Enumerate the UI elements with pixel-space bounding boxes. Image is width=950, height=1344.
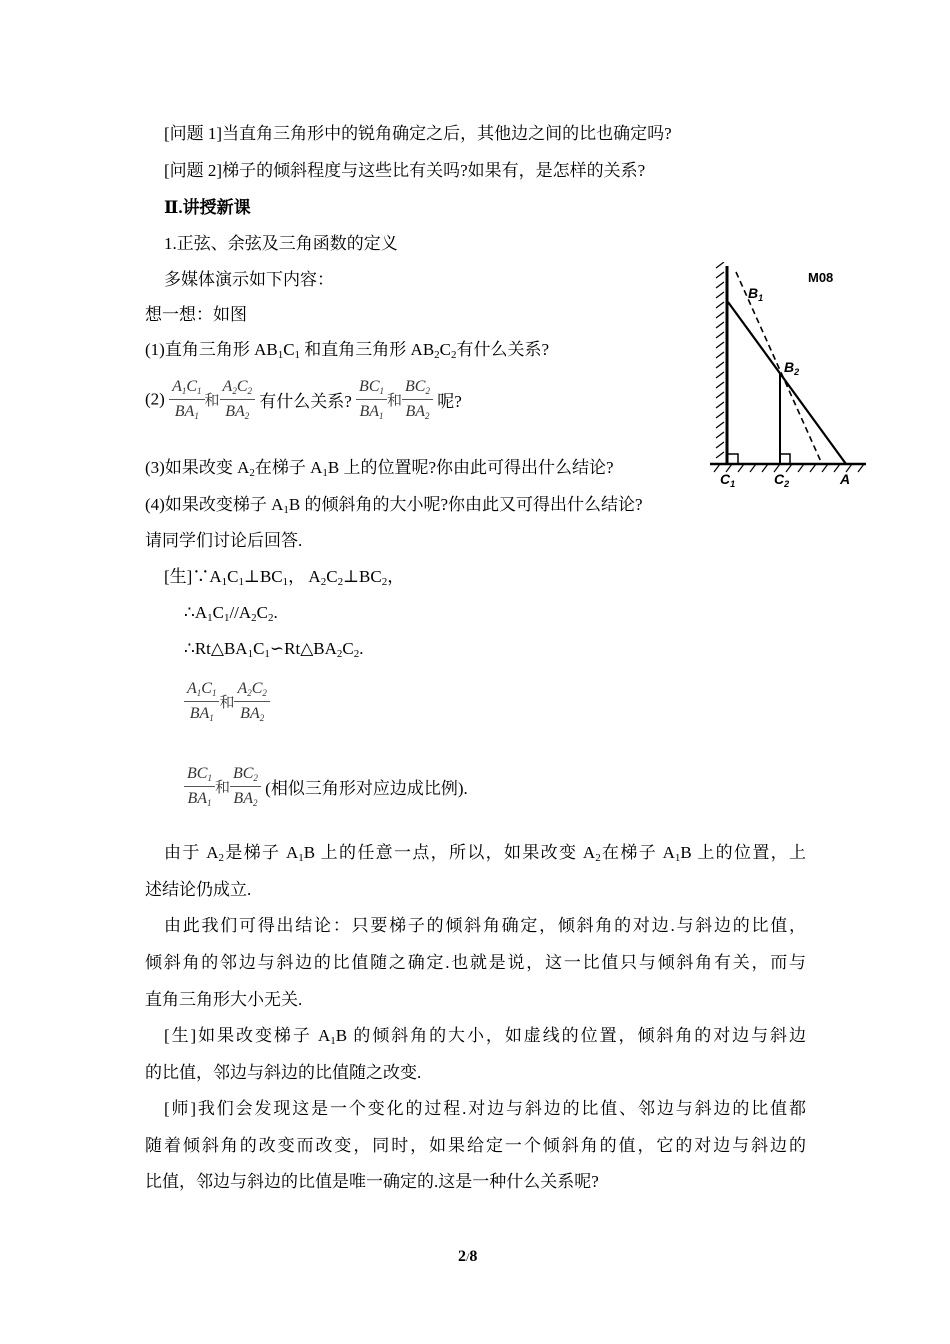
para2-line3: 直角三角形大小无关.	[145, 990, 303, 1009]
figure-tag: M08	[808, 270, 834, 285]
para4-line1: [师]我们会发现这是一个变化的过程.对边与斜边的比值、邻边与斜边的比值都	[164, 1099, 806, 1118]
student-answer-perpendicular: [生]$\because A_1C_1\perp BC_1$， $A_2C_2\perp BC_2$，	[164, 567, 405, 588]
label-c1: $C_1$	[720, 471, 736, 489]
wall-hatching	[716, 262, 724, 458]
item-2: (2) $\frac{A_1C_1}{BA_1}$ 和 $\frac{A_2C_2}{BA_2}$ 有什么关系? $\frac{BC_1}{BA_1}$ 和 $\frac{BC_2}{BA_2}$ 呢?	[145, 378, 462, 421]
fraction-a1c1-ba1-b: $\frac{A_1C_1}{BA_1}$	[184, 680, 219, 723]
subsection-title: 1.正弦、余弦及三角函数的定义	[164, 234, 398, 253]
label-b1: $B_1$	[748, 285, 764, 303]
para1-line2: 述结论仍成立.	[145, 880, 252, 899]
para2-line1: 由此我们可得出结论：只要梯子的倾斜角确定，倾斜角的对边.与斜边的比值，	[164, 916, 806, 935]
media-demo-text: 多媒体演示如下内容：	[164, 270, 334, 289]
para3-line2: 的比值，邻边与斜边的比值随之改变.	[145, 1063, 422, 1082]
label-a: A	[840, 471, 851, 487]
fraction-bc1-ba1: $\frac{BC_1}{BA_1}$	[356, 378, 387, 421]
right-angle-c2	[780, 454, 790, 464]
ratio-note: (相似三角形对应边成比例).	[265, 779, 468, 798]
ladder-figure	[700, 262, 870, 490]
discuss-prompt: 请同学们讨论后回答.	[145, 531, 303, 550]
therefore-parallel: $\therefore A_1C_1//A_2C_2$.	[184, 603, 278, 624]
item-3: (3)如果改变 $A_2$在梯子 $A_1B$ 上的位置呢?你由此可得出什么结论?	[145, 458, 614, 479]
para4-line3: 比值，邻边与斜边的比值是唯一确定的.这是一种什么关系呢?	[145, 1172, 599, 1191]
fraction-bc2-ba2-b: $\frac{BC_2}{BA_2}$	[230, 765, 261, 808]
label-c2: $C_2$	[774, 471, 790, 489]
think-prompt: 想一想：如图	[145, 305, 247, 324]
para4-line2: 随着倾斜角的改变而改变，同时，如果给定一个倾斜角的值，它的对边与斜边的	[145, 1136, 806, 1155]
fraction-bc1-ba1-b: $\frac{BC_1}{BA_1}$	[184, 765, 215, 808]
fraction-bc2-ba2: $\frac{BC_2}{BA_2}$	[402, 378, 433, 421]
para1-line1: 由于 $A_2$是梯子 $A_1B$ 上的任意一点，所以，如果改变 $A_2$在梯子 $A_1B$ 上的位置，上	[164, 843, 806, 864]
fraction-a2c2-ba2: $\frac{A_2C_2}{BA_2}$	[220, 378, 255, 421]
label-b2: $B_2$	[784, 359, 800, 377]
section-heading: Ⅱ.讲授新课	[164, 198, 251, 217]
ratio-equation-1: $\frac{A_1C_1}{BA_1}$ 和 $\frac{A_2C_2}{BA_2}$	[184, 680, 270, 723]
ladder-line	[728, 302, 846, 464]
right-angle-c1	[728, 454, 738, 464]
therefore-similar: $\therefore Rt\triangle BA_1C_1∽Rt\triangle BA_2C_2$.	[184, 639, 364, 660]
question-1: [问题 1]当直角三角形中的锐角确定之后，其他边之间的比也确定吗?	[164, 124, 672, 143]
item-1: (1)直角三角形 $AB_1C_1$ 和直角三角形 $AB_2C_2$有什么关系?	[145, 340, 550, 361]
item-4: (4)如果改变梯子 $A_1B$ 的倾斜角的大小呢?你由此又可得出什么结论?	[145, 495, 643, 516]
ratio-equation-2: $\frac{BC_1}{BA_1}$ 和 $\frac{BC_2}{BA_2}$ (相似三角形对应边成比例).	[184, 765, 468, 808]
para3-line1: [生]如果改变梯子 $A_1B$ 的倾斜角的大小，如虚线的位置，倾斜角的对边与斜边	[164, 1026, 806, 1047]
para2-line2: 倾斜角的邻边与斜边的比值随之确定.也就是说，这一比值只与倾斜角有关，而与	[145, 953, 806, 972]
question-2: [问题 2]梯子的倾斜程度与这些比有关吗?如果有，是怎样的关系?	[164, 161, 646, 180]
page-number: 2/8	[458, 1248, 478, 1265]
fraction-a1c1-ba1: $\frac{A_1C_1}{BA_1}$	[169, 378, 204, 421]
fraction-a2c2-ba2-b: $\frac{A_2C_2}{BA_2}$	[234, 680, 269, 723]
